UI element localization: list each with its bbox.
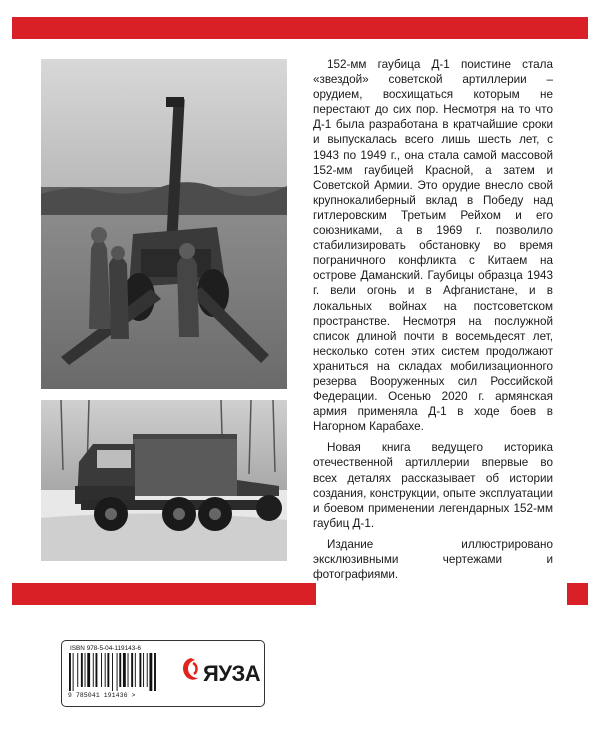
barcode-bar bbox=[81, 653, 83, 687]
barcode-bar bbox=[107, 653, 109, 687]
barcode-bar bbox=[139, 653, 141, 687]
barcode-bar bbox=[149, 653, 152, 691]
barcode-digits: 9 785041 191436 > bbox=[68, 692, 136, 699]
barcode-bar bbox=[105, 653, 106, 687]
publisher-logo-icon bbox=[179, 655, 201, 685]
top-red-bar bbox=[12, 17, 588, 39]
barcode-bar bbox=[128, 653, 129, 687]
barcode-bar bbox=[77, 653, 78, 687]
barcode-bar bbox=[147, 653, 148, 687]
bottom-red-bar-right bbox=[567, 583, 588, 605]
barcode-bar bbox=[119, 653, 121, 687]
isbn-label: ISBN 978-5-04-119143-6 bbox=[70, 645, 141, 652]
barcode-block bbox=[61, 640, 265, 707]
barcode-bars bbox=[68, 653, 166, 691]
barcode-bar bbox=[101, 653, 102, 687]
barcode-bar bbox=[154, 653, 156, 691]
barcode-bar bbox=[96, 653, 98, 687]
back-cover-description bbox=[313, 57, 553, 588]
howitzer-crew-photo bbox=[41, 59, 287, 389]
barcode-bar bbox=[117, 653, 118, 691]
barcode-bar bbox=[143, 653, 144, 687]
barcode-bar bbox=[69, 653, 71, 691]
bottom-red-bar-left bbox=[12, 583, 316, 605]
barcode-bar bbox=[131, 653, 133, 687]
description-paragraph-2: Новая книга ведущего историка отечественной артиллерии впервые во всех деталях рассказывает об истории создания, конструкции, опыте эксплуатации и боевом применении легендарных 152-мм гаубиц Д-1. bbox=[313, 441, 553, 530]
barcode-bar bbox=[93, 653, 94, 687]
barcode-bar bbox=[73, 653, 74, 691]
barcode-bar bbox=[135, 653, 136, 687]
description-paragraph-3: Издание иллюстрировано эксклюзивными чертежами и фотографиями. bbox=[313, 537, 553, 582]
barcode-bar bbox=[123, 653, 126, 687]
barcode-bar bbox=[112, 653, 113, 691]
barcode-bar bbox=[87, 653, 90, 687]
description-paragraph-1: 152-мм гаубица Д-1 поистине стала «звездой» советской артиллерии – орудием, восхищаться которым не перестают до сих пор. Несмотря на то что Д-1 была разработана в кратчайшие сроки и выпускалась всего лишь шесть лет, с 1943 по 1949 г., она стала самой массовой 152-мм гаубицей Красной, а затем и Советской Армии. Это орудие внесло свой крупнокалиберный вклад в Победу над гитлеровским Третьим Рейхом и его союзниками, а в 1969 г. позволило стабилизировать обстановку во время пограничного конфликта с Китаем на острове Даманский. Гаубицы образца 1943 г. вели огонь и в Афганистане, и в локальных войнах на постсоветском пространстве. Несмотря на послужной список длиной почти в восемьдесят лет, несколько сотен этих систем продолжают храниться на складах мобилизационного резерва Вооруженных сил Российской Федерации. Осенью 2020 г. армянская армия применяла Д-1 в ходе боев в Нагорном Карабахе. bbox=[313, 58, 553, 434]
ural-truck-photo bbox=[41, 400, 287, 561]
publisher-name: ЯУЗА bbox=[203, 661, 261, 686]
barcode-bar bbox=[85, 653, 86, 687]
